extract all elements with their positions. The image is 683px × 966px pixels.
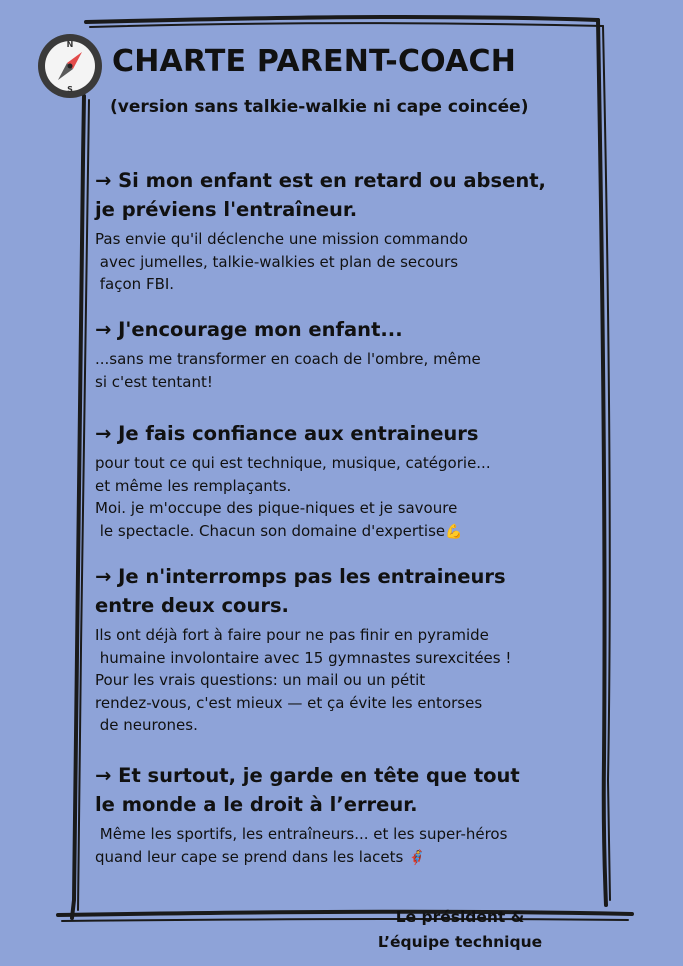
page-title: CHARTE PARENT-COACH [112, 44, 517, 79]
rule-body: Pas envie qu'il déclenche une mission commando avec jumelles, talkie-walkies et plan de secours façon FBI. [95, 230, 468, 293]
compass-south-label: S [67, 85, 73, 94]
rule-body: ...sans me transformer en coach de l'ombre, même si c'est tentant! [95, 350, 481, 391]
signature-line-1: Le président & [395, 908, 525, 926]
page-subtitle: (version sans talkie-walkie ni cape coincée) [110, 97, 529, 117]
rule-heading: → J'encourage mon enfant... [95, 318, 403, 341]
rule-body: pour tout ce qui est technique, musique, catégorie... et même les remplaçants. Moi. je m'occupe des pique-niques et je savoure le spectacle. Chacun son domaine d'expertise💪 [95, 454, 491, 540]
rule-section-2 [95, 315, 575, 393]
rule-section-1 [95, 166, 575, 296]
compass-north-label: N [66, 40, 74, 49]
rule-section-3 [95, 419, 575, 543]
rule-body: Ils ont déjà fort à faire pour ne pas finir en pyramide humaine involontaire avec 15 gymnastes surexcitées ! Pour les vrais questions: un mail ou un pétit rendez-vous, c'est mieux — et ça évite les entorses de neurones. [95, 626, 512, 734]
rule-heading: → Je fais confiance aux entraineurs [95, 422, 479, 445]
rule-body: Même les sportifs, les entraîneurs... et les super-héros quand leur cape se prend dans les lacets 🦸 [95, 825, 508, 866]
superhero-icon: 🦸 [408, 849, 426, 866]
compass-icon [34, 30, 106, 102]
rule-heading: → Si mon enfant est en retard ou absent, je préviens l'entraîneur. [95, 169, 546, 221]
rule-section-4 [95, 562, 575, 737]
rule-heading: → Je n'interromps pas les entraineurs entre deux cours. [95, 565, 506, 617]
signature-line-2: L’équipe technique [377, 933, 543, 951]
flexed-biceps-icon: 💪 [445, 523, 463, 540]
rule-heading: → Et surtout, je garde en tête que tout le monde a le droit à l’erreur. [95, 764, 520, 816]
rule-section-5 [95, 761, 575, 869]
signature [360, 905, 560, 955]
